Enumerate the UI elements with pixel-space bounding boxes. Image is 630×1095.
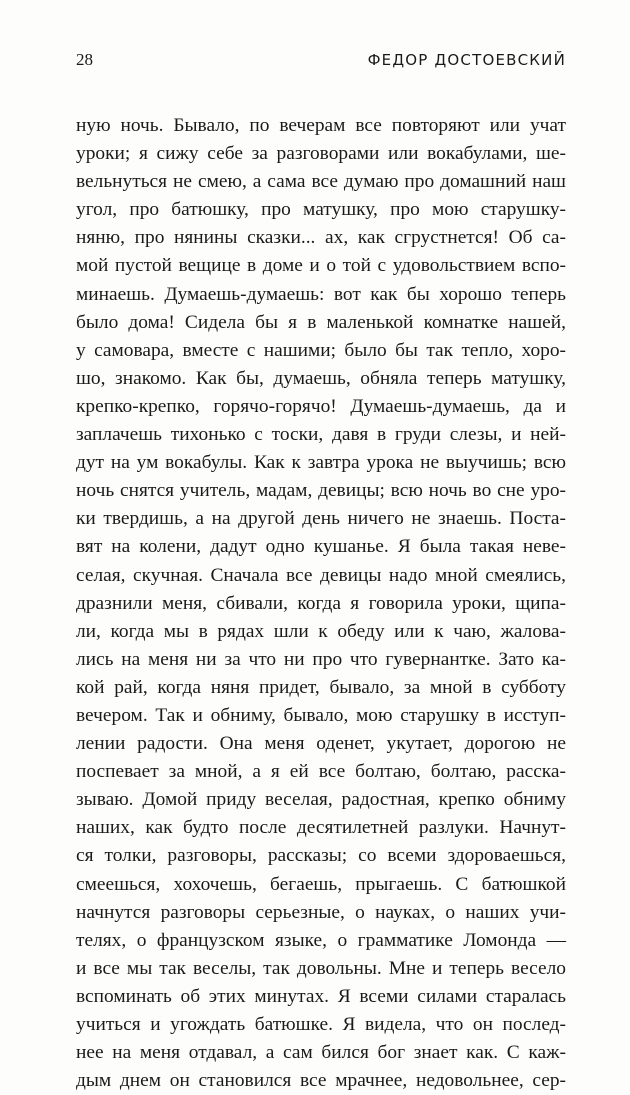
running-head: ФЕДОР ДОСТОЕВСКИЙ — [367, 51, 566, 69]
text-line: угол, про батюшку, про матушку, про мою старушку- — [76, 199, 566, 221]
text-line: шо, знакомо. Как бы, думаешь, обняла теперь матушку, — [76, 367, 566, 389]
text-line: и все мы так веселы, так довольны. Мне и теперь весело — [76, 957, 566, 979]
page-header — [76, 40, 566, 80]
text-line: у самовара, вместе с нашими; было бы так тепло, хоро- — [76, 339, 566, 361]
text-line: вельнуться не смею, а сама все думаю про домашний наш — [76, 171, 566, 193]
text-line: лись на меня ни за что ни про что гувернантке. Зато ка- — [76, 648, 566, 670]
body-text — [76, 112, 566, 1095]
text-line: заплачешь тихонько с тоски, давя в груди слезы, и ней- — [76, 424, 566, 446]
text-line: селая, скучная. Сначала все девицы надо мной смеялись, — [76, 564, 566, 586]
text-line: зываю. Домой приду веселая, радостная, крепко обниму — [76, 789, 566, 811]
text-line: ную ночь. Бывало, по вечерам все повторяют или учат — [76, 115, 566, 136]
text-line: кой рай, когда няня придет, бывало, за мной в субботу — [76, 676, 566, 698]
text-line: ки твердишь, а на другой день ничего не знаешь. Поста- — [76, 508, 566, 530]
text-line: вспоминать об этих минутах. Я всеми силами старалась — [76, 985, 566, 1007]
text-line: смеешься, хохочешь, бегаешь, прыгаешь. С батюшкой — [76, 873, 566, 895]
text-line: мой пустой вещице в доме и о той с удовольствием вспо- — [76, 255, 566, 277]
text-line: учиться и угождать батюшке. Я видела, что он послед- — [76, 1014, 566, 1035]
text-line: поспевает за мной, а я ей все болтаю, болтаю, расска- — [76, 761, 566, 783]
text-line: крепко-крепко, горячо-горячо! Думаешь-думаешь, да и — [76, 395, 566, 417]
text-line: нее на меня отдавал, а сам бился бог знает как. С каж- — [76, 1042, 566, 1064]
text-line: дут на ум вокабулы. Как к завтра урока не выучишь; всю — [76, 452, 566, 474]
text-line: телях, о французском языке, о грамматике Ломонда — — [76, 929, 566, 951]
page-number: 28 — [76, 50, 93, 69]
text-line: ли, когда мы в рядах шли к обеду или к чаю, жалова- — [76, 620, 566, 642]
text-line: вят на колени, дадут одно кушанье. Я была такая неве- — [76, 536, 566, 558]
text-line: няню, про нянины сказки... ах, как сгрустнется! Об са- — [76, 227, 566, 249]
text-line: лении радости. Она меня оденет, укутает, дорогою не — [76, 733, 566, 755]
text-line: дым днем он становился все мрачнее, недовольнее, сер- — [76, 1070, 566, 1092]
text-line: ся толки, разговоры, рассказы; со всеми здороваешься, — [76, 845, 566, 867]
book-page — [76, 40, 566, 1095]
text-line: минаешь. Думаешь-думаешь: вот как бы хорошо теперь — [76, 283, 566, 305]
text-line: уроки; я сижу себе за разговорами или вокабулами, ше- — [76, 143, 566, 165]
text-line: наших, как будто после десятилетней разлуки. Начнут- — [76, 817, 566, 839]
text-line: дразнили меня, сбивали, когда я говорила уроки, щипа- — [76, 592, 566, 614]
text-line: было дома! Сидела бы я в маленькой комнатке нашей, — [76, 311, 566, 333]
text-line: вечером. Так и обниму, бывало, мою старушку в исступ- — [76, 704, 566, 726]
text-line: ночь снятся учитель, мадам, девицы; всю ночь во сне уро- — [76, 480, 566, 502]
text-line: начнутся разговоры серьезные, о науках, о наших учи- — [76, 901, 566, 923]
